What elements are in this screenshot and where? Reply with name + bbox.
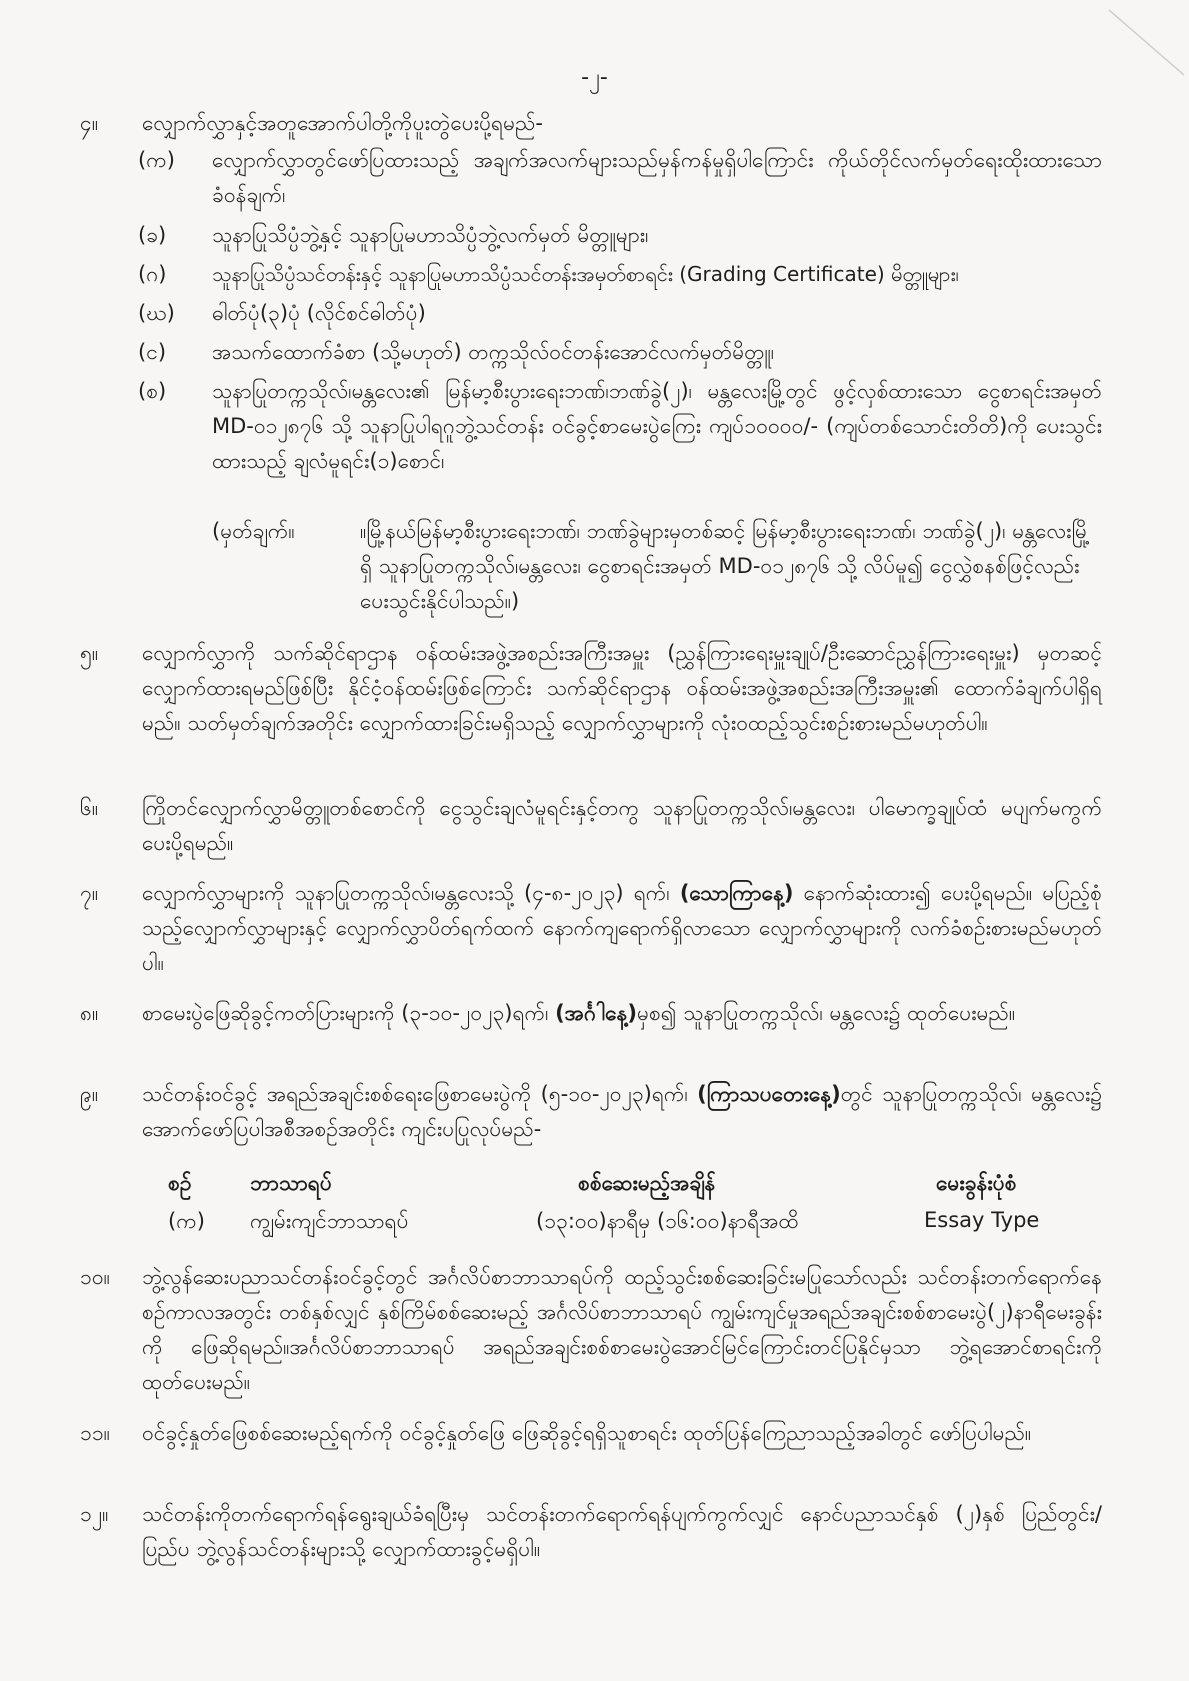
sub-item-text: သူနာပြုသိပ္ပံဘွဲ့နှင့် သူနာပြုမဟာသိပ္ပံဘွဲ့လက်မှတ် မိတ္တူများ၊ bbox=[212, 223, 649, 247]
item-text-part: စာမေးပွဲဖြေဆိုခွင့်ကတ်ပြားများကို (၃-၁၀-၂၀၂၃)ရက်၊ bbox=[142, 1001, 556, 1025]
item-number: ၇။ bbox=[80, 881, 99, 905]
item-text bbox=[142, 1077, 1102, 1147]
table-header: စစ်ဆေးမည့်အချိန် bbox=[578, 1171, 716, 1195]
page-number: -၂- bbox=[581, 65, 608, 90]
item-number: ၅။ bbox=[80, 641, 99, 665]
note-text: ။မြို့နယ်မြန်မာ့စီးပွားရေးဘဏ်၊ ဘဏ်ခွဲများမှတစ်ဆင့် မြန်မာ့စီးပွားရေးဘဏ်၊ ဘဏ်ခွဲ(၂)၊ မန္တလေးမြို့ရှိ သူနာပြုတက္ကသိုလ်၊မန္တလေး၊ ငွေစာရင်းအမှတ် MD-၀၁၂၈၇၆ သို့ လိပ်မူ၍ ငွေလွှဲစနစ်ဖြင့်လည်း ပေးသွင်းနိုင်ပါသည်။) bbox=[360, 519, 1091, 613]
item-number: ၁၁။ bbox=[80, 1421, 110, 1445]
item-text-part: နောက်ဆုံးထား၍ ပေးပို့ရမည်။ မပြည့်စုံသည့်လျှောက်လွှာများနှင့် လျှောက်လွှာပိတ်ရက်ထက် နောက်ကျရောက်ရှိလာသော လျှောက်လွှာများကို လက်ခံစဉ်းစားမည်မဟုတ်ပါ။ bbox=[142, 881, 1102, 975]
sub-item-ka bbox=[0, 143, 1189, 215]
table-cell: Essay Type bbox=[924, 1208, 1040, 1232]
table-cell: (က) bbox=[168, 1209, 205, 1233]
sub-item-label: (စ) bbox=[138, 379, 167, 403]
deadline-day: (သောကြာနေ့) bbox=[679, 881, 794, 905]
sub-item-label: (က) bbox=[138, 148, 175, 172]
sub-item-label: (ခ) bbox=[138, 223, 167, 247]
item-text-part: တွင် သူနာပြုတက္ကသိုလ်၊ မန္တလေး၌ အောက်ဖော်ပြပါအစီအစဉ်အတိုင်း ကျင်းပပြုလုပ်မည်- bbox=[142, 1082, 1102, 1141]
note-label: (မှတ်ချက်။ bbox=[212, 519, 295, 543]
sub-item-text: အသက်ထောက်ခံစာ (သို့မဟုတ်) တက္ကသိုလ်ဝင်တန်းအောင်လက်မှတ်မိတ္တူ၊ bbox=[212, 340, 775, 364]
exam-schedule-table bbox=[0, 1170, 1189, 1250]
item-number: ၁၀။ bbox=[80, 1265, 110, 1289]
item-text: သင်တန်းကိုတက်ရောက်ရန်ရွေးချယ်ခံရပြီးမှ သင်တန်းတက်ရောက်ရန်ပျက်ကွက်လျှင် နောင်ပညာသင်နှစ် (၂)နှစ် ပြည်တွင်း/ပြည်ပ ဘွဲ့လွန်သင်တန်းများသို့ လျှောက်ထားခွင့်မရှိပါ။ bbox=[142, 1502, 1102, 1561]
table-cell: ကျွမ်းကျင်ဘာသာရပ် bbox=[250, 1209, 409, 1233]
sub-item-label: (င) bbox=[138, 340, 167, 364]
item-number: ၆။ bbox=[80, 796, 99, 820]
item-text: လျှောက်လွှာကို သက်ဆိုင်ရာဌာန ဝန်ထမ်းအဖွဲ့အစည်းအကြီးအမှူး (ညွှန်ကြားရေးမှူးချုပ်/ဦးဆောင်ညွှန်ကြားရေးမှူး) မှတဆင့် လျှောက်ထားရမည်ဖြစ်ပြီး နိုင်ငံ့ဝန်ထမ်းဖြစ်ကြောင်း သက်ဆိုင်ရာဌာန ဝန်ထမ်းအဖွဲ့အစည်းအကြီးအမှူး၏ ထောက်ခံချက်ပါရှိရမည်။ သတ်မှတ်ချက်အတိုင်း လျှောက်ထားခြင်းမရှိသည့် လျှောက်လွှာများကို လုံးဝထည့်သွင်းစဉ်းစားမည်မဟုတ်ပါ။ bbox=[142, 641, 1102, 735]
item-text: ကြိုတင်လျှောက်လွှာမိတ္တူတစ်စောင်ကို ငွေသွင်းချလံမူရင်းနှင့်တကွ သူနာပြုတက္ကသိုလ်၊မန္တလေး၊ ပါမောက္ခချုပ်ထံ မပျက်မကွက် ပေးပို့ရမည်။ bbox=[142, 796, 1102, 855]
item-number: ၄။ bbox=[80, 111, 99, 135]
item-text-part: သင်တန်းဝင်ခွင့် အရည်အချင်းစစ်ရေးဖြေစာမေးပွဲကို (၅-၁၀-၂၀၂၃)ရက်၊ bbox=[142, 1082, 698, 1106]
item-number: ၉။ bbox=[80, 1082, 99, 1106]
table-header: မေးခွန်းပုံစံ bbox=[936, 1171, 1017, 1195]
table-header: ဘာသာရပ် bbox=[250, 1171, 332, 1195]
sub-item-text: သူနာပြုသိပ္ပံသင်တန်းနှင့် သူနာပြုမဟာသိပ္ပံသင်တန်းအမှတ်စာရင်း (Grading Certificate) မိတ္တူများ၊ bbox=[212, 262, 959, 286]
item-number: ၈။ bbox=[80, 1001, 99, 1025]
table-header: စဉ် bbox=[168, 1171, 192, 1195]
item-text bbox=[142, 996, 1102, 1031]
item-text bbox=[142, 876, 1102, 981]
sub-item-text: သူနာပြုတက္ကသိုလ်၊မန္တလေး၏ မြန်မာ့စီးပွားရေးဘဏ်၊ဘဏ်ခွဲ(၂)၊ မန္တလေးမြို့တွင် ဖွင့်လှစ်ထားသော ငွေစာရင်းအမှတ် MD-၀၁၂၈၇၆ သို့ သူနာပြုပါရဂူဘွဲ့သင်တန်း ဝင်ခွင့်စာမေးပွဲကြေး ကျပ်၁၀၀၀၀/- (ကျပ်တစ်သောင်းတိတိ)ကို ပေးသွင်းထားသည့် ချလံမူရင်း(၁)စောင်၊ bbox=[212, 379, 1102, 473]
admit-card-day: (အင်္ဂါနေ့) bbox=[555, 1001, 637, 1025]
item-heading: လျှောက်လွှာနှင့်အတူအောက်ပါတို့ကိုပူးတွဲပေးပို့ရမည်- bbox=[142, 111, 543, 135]
item-text-part: မှစ၍ သူနာပြုတက္ကသိုလ်၊ မန္တလေး၌ ထုတ်ပေးမည်။ bbox=[637, 1001, 1016, 1025]
sub-item-label: (ဂ) bbox=[138, 262, 167, 286]
table-cell: (၁၃:၀၀)နာရီမှ (၁၆:၀၀)နာရီအထိ bbox=[536, 1209, 799, 1233]
sub-item-label: (ဃ) bbox=[138, 301, 175, 325]
sub-item-text: ဓါတ်ပုံ(၃)ပုံ (လိုင်စင်ဓါတ်ပုံ) bbox=[212, 301, 426, 325]
exam-day: (ကြာသပတေးနေ့) bbox=[697, 1082, 841, 1106]
item-text: ဝင်ခွင့်နှုတ်ဖြေစစ်ဆေးမည့်ရက်ကို ဝင်ခွင့်နှုတ်ဖြေ ဖြေဆိုခွင့်ရရှိသူစာရင်း ထုတ်ပြန်ကြေညာသည့်အခါတွင် ဖော်ပြပါမည်။ bbox=[142, 1421, 1032, 1445]
sub-item-text: လျှောက်လွှာတွင်ဖော်ပြထားသည့် အချက်အလက်များသည်မှန်ကန်မှုရှိပါကြောင်း ကိုယ်တိုင်လက်မှတ်ရေးထိုးထားသော ခံဝန်ချက်၊ bbox=[212, 148, 1102, 207]
item-text: ဘွဲ့လွန်ဆေးပညာသင်တန်းဝင်ခွင့်တွင် အင်္ဂလိပ်စာဘာသာရပ်ကို ထည့်သွင်းစစ်ဆေးခြင်းမပြုသော်လည်း သင်တန်းတက်ရောက်နေစဉ်ကာလအတွင်း တစ်နှစ်လျှင် နှစ်ကြိမ်စစ်ဆေးမည့် အင်္ဂလိပ်စာဘာသာရပ် ကျွမ်းကျင်မှုအရည်အချင်းစစ်စာမေးပွဲ(၂)နာရီမေးခွန်းကို ဖြေဆိုရမည်။အင်္ဂလိပ်စာဘာသာရပ် အရည်အချင်းစစ်စာမေးပွဲအောင်မြင်ကြောင်းတင်ပြနိုင်မှသာ ဘွဲ့ရအောင်စာရင်းကို ထုတ်ပေးမည်။ bbox=[142, 1265, 1102, 1394]
item-text-part: လျှောက်လွှာများကို သူနာပြုတက္ကသိုလ်၊မန္တလေးသို့ (၄-၈-၂၀၂၃) ရက်၊ bbox=[142, 881, 680, 905]
item-number: ၁၂။ bbox=[80, 1502, 109, 1526]
